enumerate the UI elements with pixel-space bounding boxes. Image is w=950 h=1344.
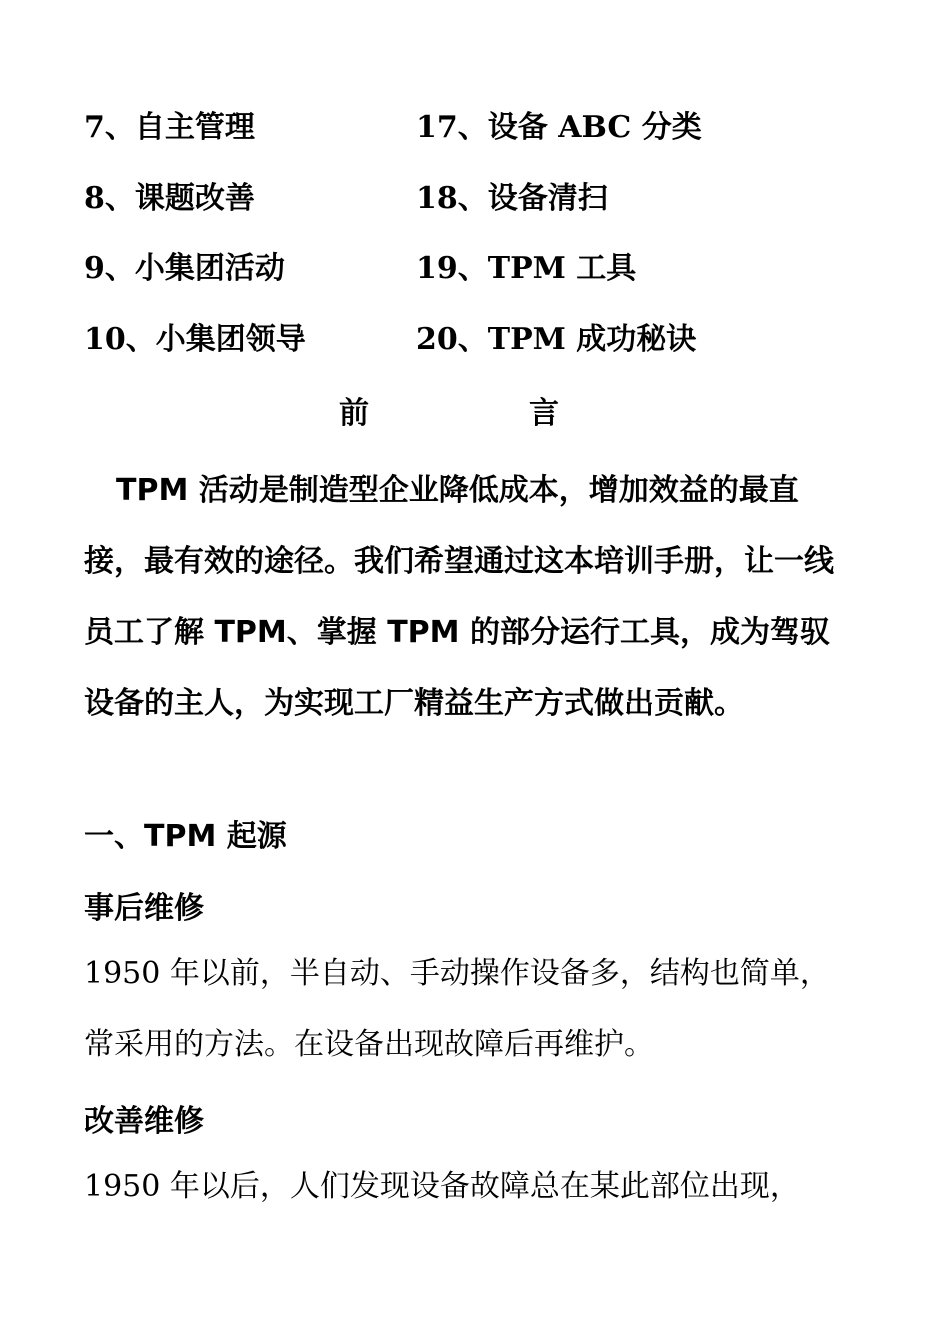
toc-row <box>84 177 884 248</box>
preface-heading <box>0 388 950 434</box>
toc-item: 8、课题改善 <box>84 180 255 216</box>
body-paragraph: 1950 年以前，半自动、手动操作设备多，结构也简单，常采用的方法。在设备出现故障后再维护。 <box>84 956 830 1062</box>
preface-paragraph: TPM 活动是制造型企业降低成本，增加效益的最直接，最有效的途径。我们希望通过这本培训手册，让一线员工了解 TPM、掌握 TPM 的部分运行工具，成为驾驭设备的主人，为实现工厂精益生产方式做出贡献。 <box>84 473 834 721</box>
toc-item: 20、TPM 成功秘诀 <box>416 321 697 357</box>
toc-item: 9、小集团活动 <box>84 251 285 286</box>
body-paragraph: 1950 年以后，人们发现设备故障总在某此部位出现， <box>84 1169 800 1204</box>
toc-item: 17、设备 ABC 分类 <box>416 110 702 145</box>
toc-row <box>84 106 884 177</box>
toc-item: 7、自主管理 <box>84 110 255 145</box>
toc-item: 10、小集团领导 <box>84 321 306 357</box>
toc-row <box>84 247 884 318</box>
section-title: 一、TPM 起源 <box>84 819 287 854</box>
subsection-title-reactive-maintenance: 事后维修 <box>84 891 204 926</box>
table-of-contents <box>84 106 884 388</box>
toc-item: 18、设备清扫 <box>416 180 608 216</box>
subsection-title-improvement-maintenance: 改善维修 <box>84 1104 204 1139</box>
preface-heading-part1: 前 <box>339 396 369 431</box>
toc-item: 19、TPM 工具 <box>416 251 637 286</box>
preface-heading-part2: 言 <box>529 396 559 431</box>
toc-row <box>84 318 884 389</box>
